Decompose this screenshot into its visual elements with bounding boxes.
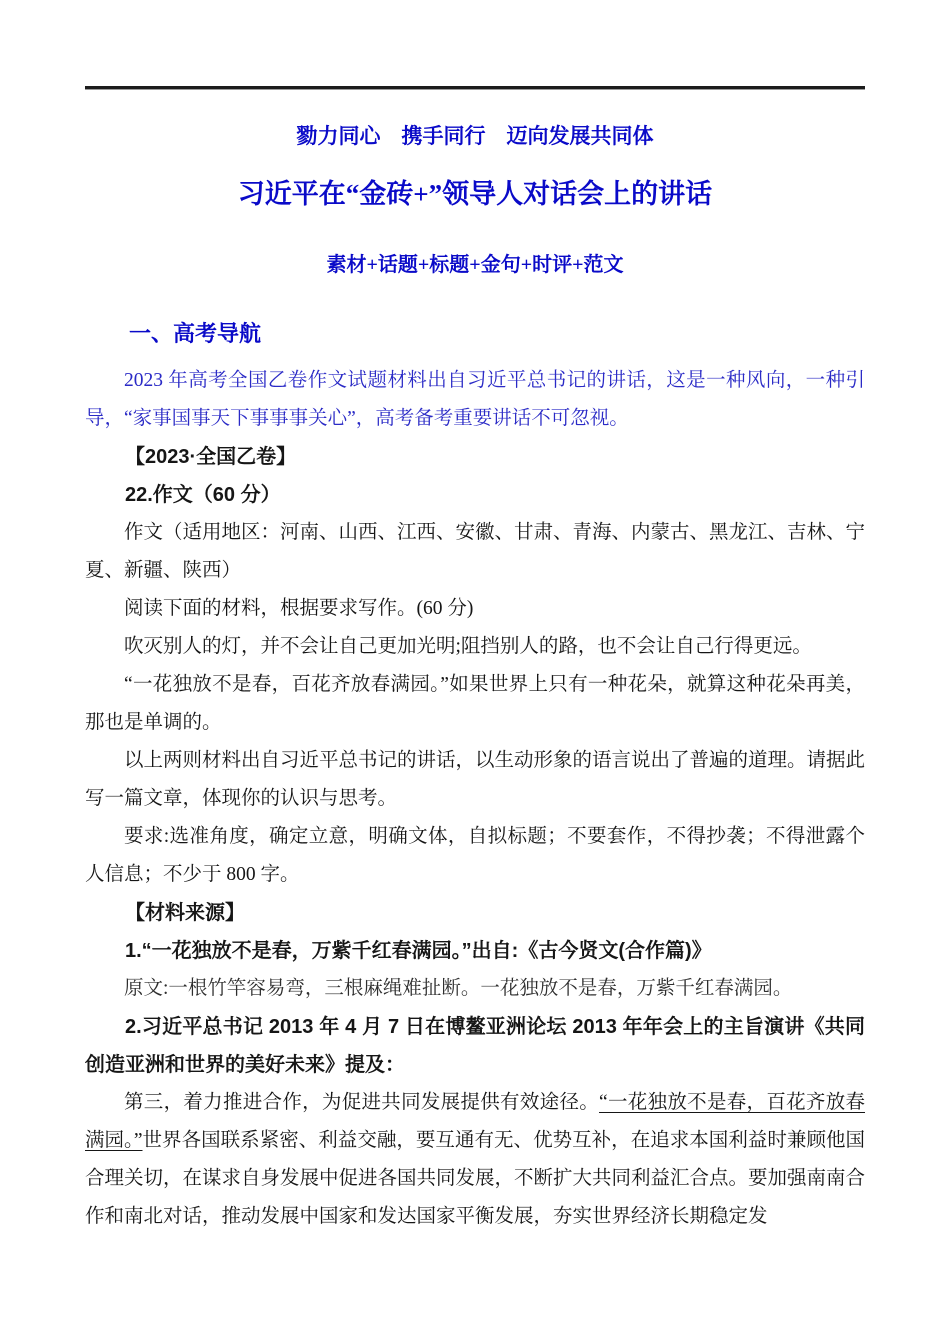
applicable-regions: 作文（适用地区：河南、山西、江西、安徽、甘肃、青海、内蒙古、黑龙江、吉林、宁夏、新疆、陕西）: [85, 522, 866, 581]
requirements-paragraph: 要求:选准角度，确定立意，明确文体，自拟标题；不要套作，不得抄袭；不得泄露个人信息；不少于 800 字。: [85, 826, 865, 885]
section-heading-gaokao-nav: 一、高考导航: [129, 321, 262, 346]
intro-paragraph: 2023 年高考全国乙卷作文试题材料出自习近平总书记的讲话，这是一种风向，一种引导，“家事国事天下事事事关心”，高考备考重要讲话不可忽视。: [85, 370, 865, 429]
source-item-2-excerpt: [85, 1084, 865, 1236]
source-item-1-text: 原文:一根竹竿容易弯，三根麻绳难扯断。一花独放不是春，万紫千红春满园。: [124, 978, 793, 999]
question-number: 22.作文（60 分）: [125, 484, 281, 506]
task-paragraph: 以上两则材料出自习近平总书记的讲话，以生动形象的语言说出了普遍的道理。请据此写一篇文章，体现你的认识与思考。: [85, 750, 866, 809]
document-content: [85, 0, 865, 1236]
excerpt-underlined-quote: “一花独放不是春，百花齐放春满园。”: [85, 1092, 865, 1151]
doc-title: 习近平在“金砖+”领导人对话会上的讲话: [237, 179, 713, 209]
exam-instruction: 阅读下面的材料，根据要求写作。(60 分): [124, 598, 474, 619]
sources-section-heading: 【材料来源】: [125, 902, 245, 924]
excerpt-rest: 世界各国联系紧密、利益交融，要互通有无、优势互补，在追求本国利益时兼顾他国合理关切，在谋求自身发展中促进各国共同发展，不断扩大共同利益汇合点。要加强南南合作和南北对话，推动发展中国家和发达国家平衡发展，夯实世界经济长期稳定发: [85, 1130, 866, 1227]
material-quote-1: 吹灭别人的灯，并不会让自己更加光明;阻挡别人的路，也不会让自己行得更远。: [124, 636, 812, 657]
material-quote-2: “一花独放不是春，百花齐放春满园。”如果世界上只有一种花朵，就算这种花朵再美，那也是单调的。: [85, 674, 865, 733]
excerpt-lead: 第三，着力推进合作，为促进共同发展提供有效途径。: [124, 1092, 600, 1113]
doc-kicker: 勠力同心 携手同行 迈向发展共同体: [296, 125, 654, 148]
exam-source-label: 【2023·全国乙卷】: [125, 446, 297, 468]
source-item-2-title: 2.习近平总书记 2013 年 4 月 7 日在博鳌亚洲论坛 2013 年年会上的主旨演讲《共同创造亚洲和世界的美好未来》提及：: [85, 1016, 865, 1076]
source-item-1-title: 1.“一花独放不是春，万紫千红春满园。”出自:《古今贤文(合作篇)》: [125, 940, 712, 962]
doc-subtitle: 素材+话题+标题+金句+时评+范文: [326, 254, 624, 276]
